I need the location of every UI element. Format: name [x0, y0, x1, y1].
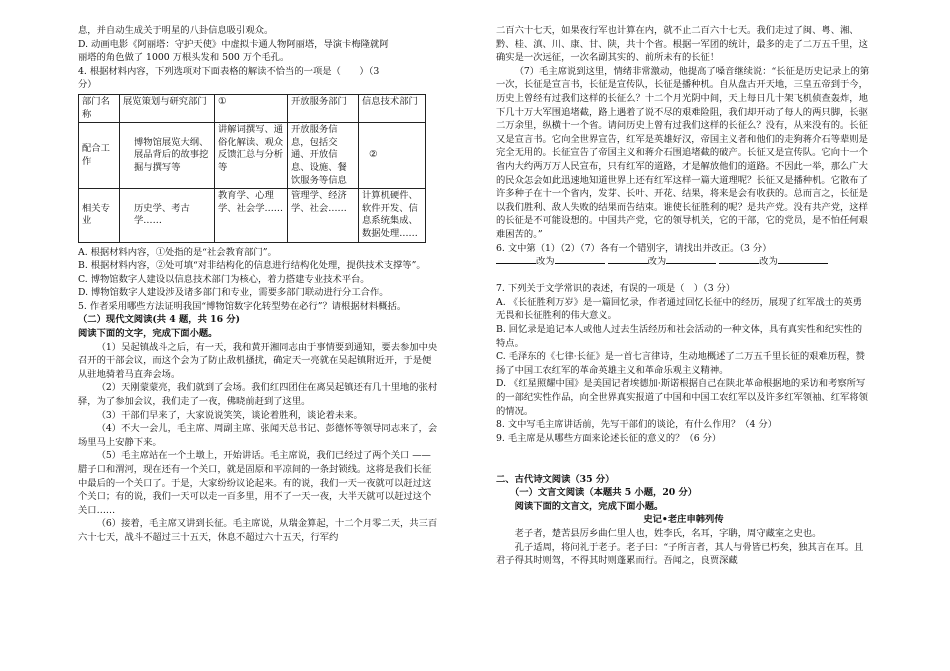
blank-label: 改为 — [759, 256, 778, 268]
left-column — [78, 24, 438, 545]
table-header-row — [79, 94, 426, 122]
question-4: 4. 根据材料内容，下列选项对下面表格的解读不恰当的一项是（ ）（3 — [78, 65, 380, 77]
question-7: 7. 下列关于文学常识的表述，有误的一项是（ ）（3 分） — [496, 283, 736, 295]
option-a: A. 根据材料内容，①处指的是“社会教育部门”。 — [78, 246, 277, 258]
subsection-title: （一）文言文阅读（本题共 5 小题，20 分） — [509, 487, 698, 499]
table-cell: ① — [215, 94, 288, 122]
question-8: 8. 文中写毛主席讲话前，先写干部们的谈论，有什么作用？（4 分） — [496, 419, 778, 431]
paragraph: （6）接着，毛主席又讲到长征。毛主席说，从瑞金算起，十二个月零二天，共三百六十七天，战斗不超过三十五天，休息不超过六十五天，行军约 — [78, 518, 438, 543]
paragraph: （5）毛主席站在一个土墩上，开始讲话。毛主席说，我们已经过了两个关口 —— 腊子口和渭河，现在还有一个关口，就是固原和平凉间的一条封锁线。这将是我们长征中最后的一个关口了。于是，大家纷纷议论起来。有的说，我们一天一夜就可以赶过这个关口；有的说，我们一天可以走一百多里，用不了一天一夜，大半天就可以赶过这个关口…… — [78, 450, 432, 516]
option-c: C. 博物馆数字人建设以信息技术部门为核心，着力搭建专业技术平台。 — [78, 273, 370, 285]
paragraph: 老子者，楚苦县厉乡曲仁里人也，姓李氏，名耳，字聃，周守藏室之史也。 — [514, 527, 822, 539]
text-line: 丽塔的角色做了 1000 万根头发和 500 万个毛孔。 — [78, 52, 290, 64]
paragraph: （7）毛主席说到这里，情绪非常激动，他提高了嗓音继续说：“长征是历史记录上的第一次，长征是宣言书，长征是宣传队，长征是播种机。自从盘古开天地，三皇五帝到于今，历史上曾经有过我们这样的长征么？十二个月光阴中间，天上每日几十架飞机侦查轰炸，地下几十万大军围追堵截，路上遇着了说不尽的艰难险阻，我们却开动了每人的两只脚，长驱二万余里，纵横十一个省。请问历史上曾有过我们这样的长征么？没有，从来没有的。长征又是宣言书。它向全世界宣告，红军是英雄好汉，帝国主义者和他们的走狗蒋介石等辈则是完全无用的。长征宣告了帝国主义和蒋介石围追堵截的破产。长征又是宣传队。它向十一个省内大约两万万人民宣布，只有红军的道路，才是解放他们的道路。不因此一举，那么广大的民众怎会如此迅速地知道世界上还有红军这样一篇大道理呢？长征又是播种机。它散布了许多种子在十一个省内，发芽、长叶、开花、结果，将来是会有收获的。总而言之，长征是以我们胜利、敌人失败的结果而告结束。谁使长征胜利的呢？是共产党。没有共产党，这样的长征是不可能设想的。中国共产党，它的领导机关，它的干部，它的党员，是不怕任何艰难困苦的。” — [496, 65, 870, 240]
table-cell: 开放服务信息，包括交通、开放信息、设施、餐饮服务等信息 — [288, 123, 359, 189]
table-cell: 博物馆展览大纲、展品背后的故事挖掘与撰写等 — [120, 123, 215, 189]
table-cell: 讲解词撰写、通俗化解读、观众反馈汇总与分析等 — [215, 123, 288, 189]
paragraph: （3）干部们早来了，大家说说笑笑，谈论着胜利，谈论着未来。 — [96, 409, 363, 421]
table-cell: 展览策划与研究部门 — [120, 94, 215, 122]
option-b: B. 根据材料内容，②处可填“对非结构化的信息进行结构化处理，提供技术支撑等”。 — [78, 260, 426, 272]
text-line: 分） — [78, 79, 97, 91]
table-cell: 信息技术部门 — [359, 94, 426, 122]
answer-blanks[interactable] — [496, 255, 871, 269]
table-cell: 开放服务部门 — [288, 94, 359, 122]
question-5: 5. 作者采用哪些方法证明我国“博物馆数字化转型势在必行”？请根据材料概括。 — [78, 300, 407, 312]
option-a: A. 《长征胜利万岁》是一篇回忆录，作者通过回忆长征中的经历，展现了红军战士的英勇无畏和长征胜利的伟大意义。 — [496, 296, 862, 322]
option-b: B. 回忆录是追记本人或他人过去生活经历和社会活动的一种文体，具有真实性和纪实性的特点。 — [496, 324, 863, 349]
blank-label: 改为 — [536, 256, 555, 268]
paragraph: （1）吴起镇战斗之后，有一天，我和黄开湘同志由于事情要到通知，要去参加中央召开的干部会议，而这个会为了防止敌机搔扰，确定天一亮就在吴起镇附近开，于是便从驻地骑着马直奔会场。 — [78, 341, 438, 380]
paragraph: 二百六十七天，如果夜行军也计算在内，就不止二百六十七天。我们走过了闽、粤、湘、黔、桂、滇、川、康、甘、陕，共十个省。根据一军团的统计，最多的走了二万五千里，这确实是一次远征，一次名副其实的、前所未有的长征！ — [496, 25, 868, 64]
passage-title: 史记•老庄申韩列传 — [643, 514, 724, 526]
table-cell: 计算机硬件、软件开发、信息系统集成、数据处理…… — [359, 189, 426, 242]
table-cell: ② — [359, 123, 426, 189]
table-cell: 配合工作 — [79, 123, 120, 189]
table-row — [79, 123, 426, 189]
table-cell: 部门名称 — [79, 94, 120, 122]
option-c: C. 毛泽东的《七律·长征》是一首七言律诗，生动地概述了二万五千里长征的艰难历程，赞扬了中国工农红军的革命英雄主义和革命乐观主义精神。 — [496, 351, 865, 376]
option-d: D. 《红星照耀中国》是美国记者埃德加·斯诺根据自己在陕北革命根据地的采访和考察所写的一部纪实性作品，向全世界真实报道了中国和中国工农红军以及许多红军领袖、红军将领的情况。 — [496, 378, 868, 417]
paragraph: （4）不大一会儿，毛主席、周副主席、张闻天总书记、彭德怀等领导同志来了，会场里马上安静下来。 — [78, 423, 438, 448]
text-line: D. 动画电影《阿丽塔：守护天使》中虚拟卡通人物阿丽塔，导演卡梅隆就阿 — [78, 38, 389, 50]
option-d: D. 博物馆数字人建设涉及诸多部门和专业，需要多部门联动进行分工合作。 — [78, 287, 389, 299]
table-cell: 教育学、心理学、社会学…… — [215, 189, 288, 242]
table-cell: 历史学、考古学…… — [120, 189, 215, 242]
paragraph: 孔子适周，将问礼于老子。老子曰：“子所言者，其人与骨皆已朽矣，独其言在耳。且君子得其时则驾，不得其时则蓬累而行。吾闻之，良贾深藏 — [496, 541, 864, 567]
paragraph: （2）天刚蒙蒙亮，我们就到了会场。我们红四团住在离吴起镇还有几十里地的张村驿，为了参加会议，我们走了一夜，佛晓前赶到了这里。 — [78, 382, 438, 408]
section-title: 二、古代诗文阅读（35 分） — [496, 473, 615, 485]
reading-instruction: 阅读下面的文字，完成下面小题。 — [78, 328, 218, 340]
table-cell: 管理学、经济学、社会…… — [288, 189, 359, 242]
question-9: 9. 毛主席是从哪些方面来论述长征的意义的？（6 分） — [496, 432, 722, 444]
reading-instruction: 阅读下面的文言文，完成下面小题。 — [514, 500, 664, 512]
table-row — [79, 189, 426, 242]
section-title: （二）现代文阅读(共 4 题，共 16 分) — [78, 314, 241, 326]
text-line: 息，并自动生成关于明星的八卦信息吸引观众。 — [78, 25, 274, 36]
question-6: 6. 文中第（1）（2）（7）各有一个错别字，请找出并改正。（3 分） — [496, 242, 772, 254]
blank-label: 改为 — [647, 256, 667, 268]
department-table — [78, 94, 426, 243]
right-column — [496, 24, 871, 568]
table-cell: 相关专业 — [79, 189, 120, 242]
